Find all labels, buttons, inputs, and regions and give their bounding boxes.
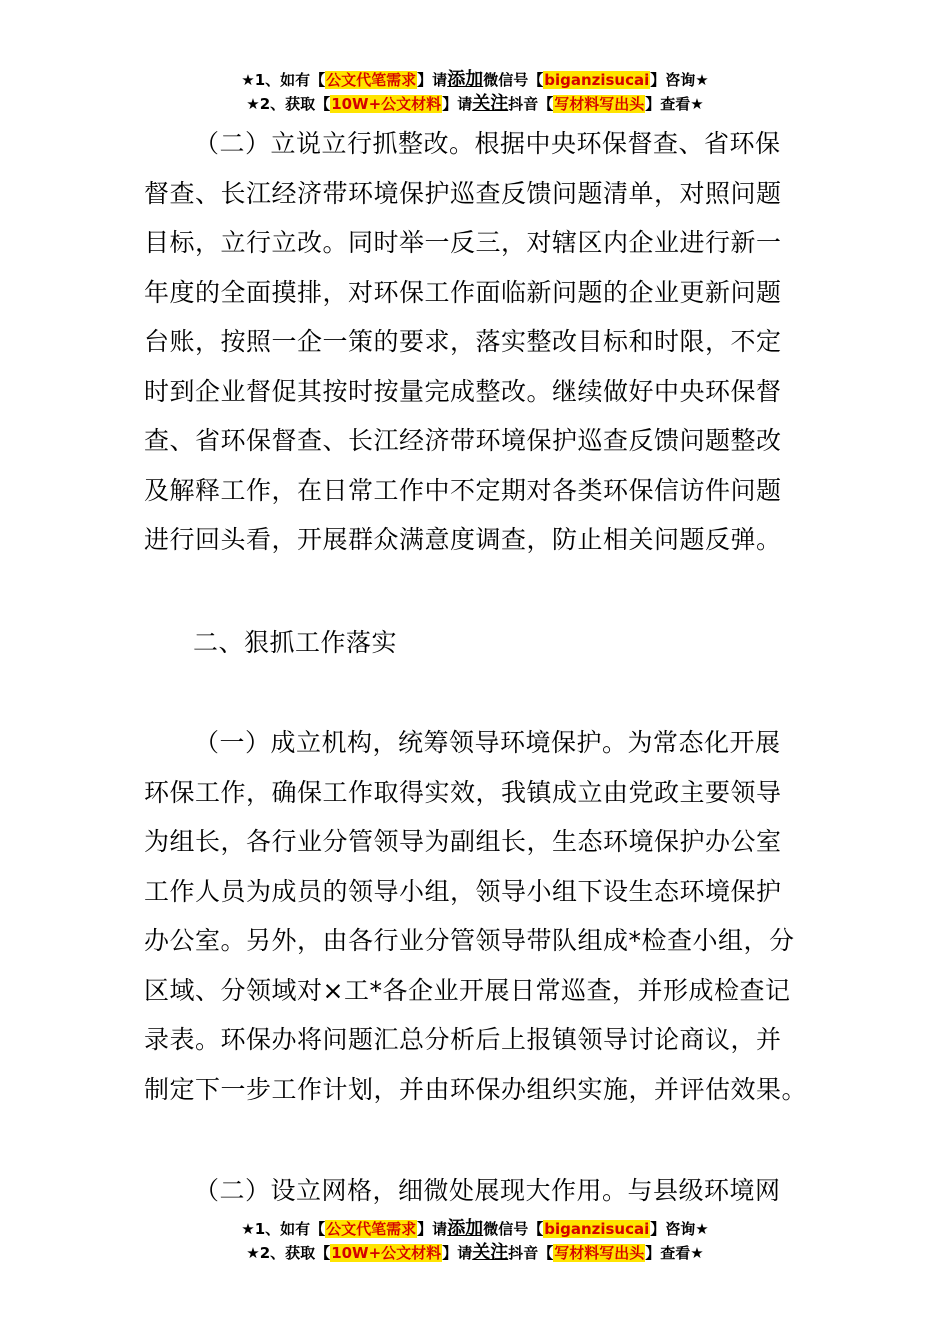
- text-line: 时到企业督促其按时按量完成整改。继续做好中央环保督: [144, 376, 782, 406]
- text-line: （二）设立网格，细微处展现大作用。与县级环境网: [194, 1176, 781, 1205]
- highlight-douyin-account: 写材料写出头: [554, 1244, 645, 1262]
- text-line: 年度的全面摸排，对环保工作面临新问题的企业更新问题: [144, 277, 782, 307]
- banner-line-1: ★1、如有【公文代笔需求】请添加微信号【biganzisucai】咨询★: [241, 1218, 709, 1239]
- paragraph-organization: [144, 718, 812, 1114]
- underlined-follow: 关注: [472, 93, 509, 114]
- text-line: 为组长，各行业分管领导为副组长，生态环境保护办公室: [144, 827, 782, 856]
- highlight-service: 公文代笔需求: [326, 1220, 417, 1238]
- text-line: （一）成立机构，统筹领导环境保护。为常态化开展: [194, 728, 781, 757]
- highlight-douyin-account: 写材料写出头: [554, 95, 645, 113]
- text-line: 台账，按照一企一策的要求，落实整改目标和时限，不定: [144, 327, 782, 356]
- highlight-service: 公文代笔需求: [326, 71, 417, 89]
- highlight-materials: 10W+公文材料: [331, 1244, 442, 1262]
- paragraph-grid: [144, 1166, 812, 1216]
- text-line: 办公室。另外，由各行业分管领导带队组成*检查小组，分: [144, 926, 795, 955]
- promo-banner-bottom: [0, 1217, 950, 1265]
- star-icon: ★: [246, 1244, 260, 1262]
- text-line: 目标，立行立改。同时举一反三，对辖区内企业进行新一: [144, 228, 782, 257]
- text-line: （二）立说立行抓整改。根据中央环保督查、省环保: [194, 129, 781, 158]
- star-icon: ★: [246, 95, 260, 113]
- paragraph-rectification: [144, 119, 812, 565]
- text-line: 录表。环保办将问题汇总分析后上报镇领导讨论商议，并: [144, 1025, 782, 1054]
- text-line: 工作人员为成员的领导小组，领导小组下设生态环境保护: [144, 876, 782, 906]
- section-heading: 二、狠抓工作落实: [193, 628, 398, 657]
- underlined-add: 添加: [447, 69, 484, 90]
- text-line: 环保工作，确保工作取得实效，我镇成立由党政主要领导: [144, 777, 782, 807]
- text-line: 制定下一步工作计划，并由环保办组织实施，并评估效果。: [144, 1074, 808, 1104]
- text-line: 及解释工作，在日常工作中不定期对各类环保信访件问题: [144, 475, 782, 505]
- underlined-add: 添加: [447, 1218, 484, 1239]
- highlight-wechat-id: biganzisucai: [544, 71, 650, 89]
- highlight-materials: 10W+公文材料: [331, 95, 442, 113]
- promo-banner-top: [0, 68, 950, 116]
- text-line: 督查、长江经济带环境保护巡查反馈问题清单，对照问题: [144, 178, 782, 208]
- highlight-wechat-id: biganzisucai: [544, 1220, 650, 1238]
- underlined-follow: 关注: [472, 1242, 509, 1263]
- text-line: 进行回头看，开展群众满意度调查，防止相关问题反弹。: [144, 525, 782, 554]
- text-line: 区域、分领域对×工*各企业开展日常巡查，并形成检查记: [144, 975, 791, 1005]
- banner-line-2: ★2、获取【10W+公文材料】请关注抖音【写材料写出头】查看★: [246, 93, 704, 114]
- star-icon: ★: [241, 71, 255, 89]
- text-line: 查、省环保督查、长江经济带环境保护巡查反馈问题整改: [144, 426, 782, 455]
- star-icon: ★: [241, 1220, 255, 1238]
- banner-line-2: ★2、获取【10W+公文材料】请关注抖音【写材料写出头】查看★: [246, 1242, 704, 1263]
- banner-line-1: ★1、如有【公文代笔需求】请添加微信号【biganzisucai】咨询★: [241, 69, 709, 90]
